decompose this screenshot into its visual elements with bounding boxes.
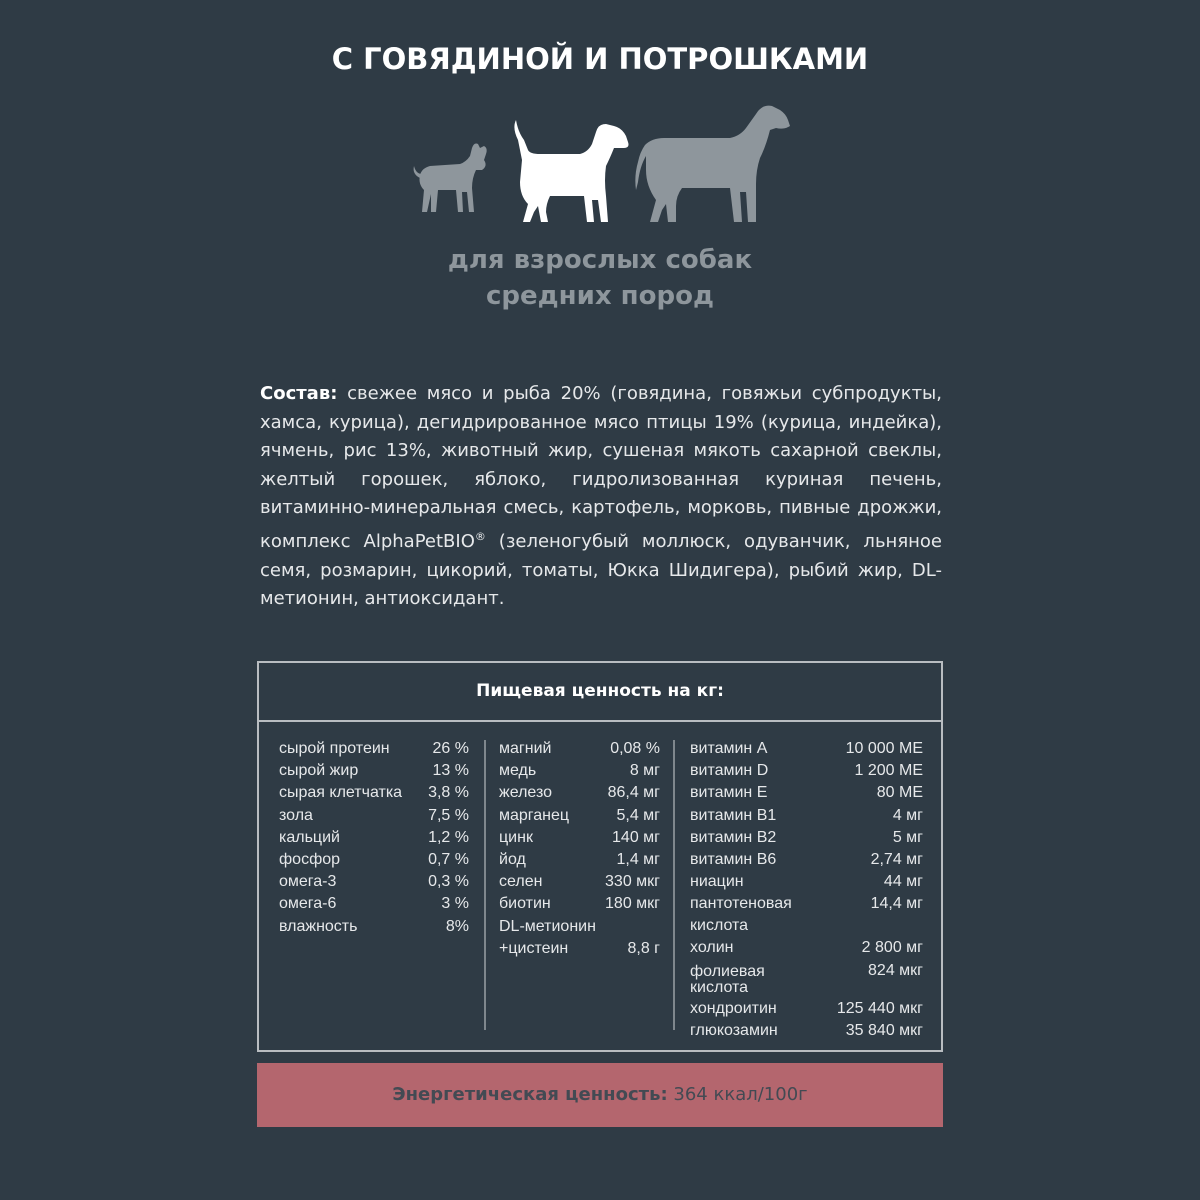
nutrient-value: 1 200 МЕ: [854, 762, 923, 780]
energy-label: Энергетическая ценность:: [392, 1084, 668, 1105]
composition-ingredients-part2: (зеленогубый моллюск, одуванчик, льняное семя, розмарин, цикорий, томаты, Юкка Шидигера), рыбий жир, DL-метионин, антиоксидант.: [260, 530, 943, 610]
nutrient-value: 10 000 МЕ: [845, 740, 923, 757]
medium-dog-icon: [514, 120, 628, 222]
nutrient-row: [690, 760, 923, 782]
dog-size-illustration: [400, 100, 800, 230]
subtitle-line-2: средних пород: [486, 281, 714, 311]
nutrient-value: 180 мкг: [605, 895, 660, 913]
nutrient-value: 14,4 мг: [870, 895, 923, 913]
nutrient-name: йод: [499, 850, 526, 868]
nutrient-name: сырой протеин: [279, 740, 390, 757]
nutrient-value: 330 мкг: [605, 873, 660, 891]
nutrient-name: +цистеин: [499, 939, 569, 957]
composition-label: Состав:: [260, 383, 338, 404]
nutrient-row: [499, 760, 660, 782]
nutrient-row: [499, 805, 660, 827]
nutrient-row: [279, 738, 469, 760]
nutrient-name: витамин В1: [690, 806, 777, 824]
nutrient-value: 1,2 %: [428, 828, 469, 846]
nutrient-value: 824 мкг: [868, 961, 923, 979]
nutrient-row: [499, 827, 660, 849]
nutrient-value: 5,4 мг: [616, 806, 660, 824]
nutrient-name: сырой жир: [279, 762, 359, 780]
nutrient-row: [279, 893, 469, 915]
nutrient-row: [690, 998, 923, 1020]
nutrient-value: 8 мг: [629, 762, 660, 780]
nutrient-row: [279, 805, 469, 827]
energy-value-bar: [257, 1063, 943, 1127]
nutrient-name: фолиевая кислота: [690, 962, 765, 996]
nutrient-name: ниацин: [690, 873, 744, 891]
nutrient-name: витамин Е: [690, 784, 768, 802]
nutrient-row: [690, 937, 923, 959]
large-dog-icon: [635, 106, 790, 222]
nutrient-value: 125 440 мкг: [836, 999, 923, 1017]
nutrient-name: витамин В6: [690, 850, 777, 868]
nutrient-value: 5 мг: [892, 828, 923, 846]
nutrient-name: зола: [279, 806, 313, 824]
nutrient-row: [690, 871, 923, 893]
nutrition-column-2: [499, 738, 660, 960]
nutrient-value: 1,4 мг: [616, 850, 660, 868]
nutrient-name: холин: [690, 939, 734, 957]
nutrient-value: 0,3 %: [428, 873, 469, 891]
target-audience: [0, 242, 1200, 314]
nutrient-value: 3 %: [441, 895, 469, 913]
nutrient-name: омега-6: [279, 895, 337, 913]
nutrient-name: сырая клетчатка: [279, 784, 403, 802]
composition-ingredients-part1: свежее мясо и рыба 20% (говядина, говяжьи субпродукты, хамса, курица), дегидрированное мясо птицы 19% (курица, индейка), ячмень, рис 13%, животный жир, сушеная мякоть сахарной свеклы, желтый горошек, яблоко, гидролизованная куриная печень, витаминно-минеральная смесь, картофель, морковь, пивные дрожжи, комплекс AlphaPetBIO: [260, 383, 942, 552]
nutrient-value: 44 мг: [883, 873, 923, 891]
nutrient-name: цинк: [499, 828, 533, 846]
nutrient-name: фосфор: [279, 850, 341, 868]
nutrient-name: омега-3: [279, 873, 337, 891]
nutrient-value: 7,5 %: [428, 806, 469, 824]
nutrient-value: 2 800 мг: [861, 939, 923, 957]
column-divider: [484, 740, 486, 1030]
product-title: С ГОВЯДИНОЙ И ПОТРОШКАМИ: [331, 42, 869, 76]
nutrient-name: хондроитин: [690, 999, 777, 1017]
nutrient-row: [499, 938, 660, 960]
nutrient-row: [279, 782, 469, 804]
nutrient-value: 35 840 мкг: [845, 1021, 923, 1039]
nutrient-row: [279, 827, 469, 849]
nutrient-row: [279, 916, 469, 938]
nutrient-row: [690, 960, 923, 998]
nutrient-value: 26 %: [432, 740, 469, 757]
nutrient-row: [499, 849, 660, 871]
nutrient-row: [690, 827, 923, 849]
nutrient-name: пантотеновая кислота: [690, 895, 792, 935]
nutrient-row: [690, 893, 923, 937]
nutrient-row: [499, 893, 660, 915]
nutrient-name: биотин: [499, 895, 551, 913]
nutrient-row: [279, 849, 469, 871]
nutrient-row: [499, 916, 660, 938]
nutrient-value: 86,4 мг: [607, 784, 660, 802]
column-divider: [673, 740, 675, 1030]
nutrient-value: 140 мг: [612, 828, 660, 846]
nutrient-value: 4 мг: [892, 806, 923, 824]
nutrient-row: [499, 871, 660, 893]
nutrient-name: влажность: [279, 917, 358, 935]
nutrient-row: [499, 738, 660, 760]
nutrient-value: 8%: [445, 917, 469, 935]
nutrient-row: [690, 849, 923, 871]
nutrient-name: витамин D: [690, 762, 769, 780]
nutrient-name: витамин В2: [690, 828, 777, 846]
energy-amount: 364 ккал/100г: [667, 1084, 808, 1105]
nutrient-value: 13 %: [432, 762, 469, 780]
nutrient-name: кальций: [279, 828, 340, 846]
nutrient-value: 2,74 мг: [870, 850, 923, 868]
nutrient-row: [499, 782, 660, 804]
nutrient-name: медь: [499, 762, 537, 780]
nutrition-column-3: [690, 738, 923, 1042]
nutrition-column-1: [279, 738, 469, 938]
nutrition-header: Пищевая ценность на кг:: [259, 663, 941, 722]
nutrient-row: [690, 805, 923, 827]
nutrient-row: [279, 760, 469, 782]
nutrient-name: глюкозамин: [690, 1021, 778, 1039]
nutrient-name: марганец: [499, 806, 570, 824]
nutrient-name: железо: [499, 784, 553, 802]
nutrient-name: DL-метионин: [499, 917, 596, 935]
nutrient-value: 8,8 г: [627, 939, 660, 957]
nutrition-table: [257, 661, 943, 1052]
nutrient-value: 3,8 %: [428, 784, 469, 802]
subtitle-line-1: для взрослых собак: [447, 245, 753, 275]
small-dog-icon: [414, 144, 487, 213]
nutrient-row: [279, 871, 469, 893]
nutrient-row: [690, 738, 923, 760]
nutrient-value: 0,7 %: [428, 850, 469, 868]
nutrient-value: 0,08 %: [610, 740, 660, 757]
composition-text: [260, 380, 942, 614]
nutrient-value: 80 МЕ: [876, 784, 923, 802]
registered-mark: ®: [474, 529, 486, 543]
nutrient-name: витамин А: [690, 740, 768, 757]
nutrient-name: магний: [499, 740, 552, 757]
nutrient-name: селен: [499, 873, 543, 891]
nutrient-row: [690, 1020, 923, 1042]
nutrient-row: [690, 782, 923, 804]
